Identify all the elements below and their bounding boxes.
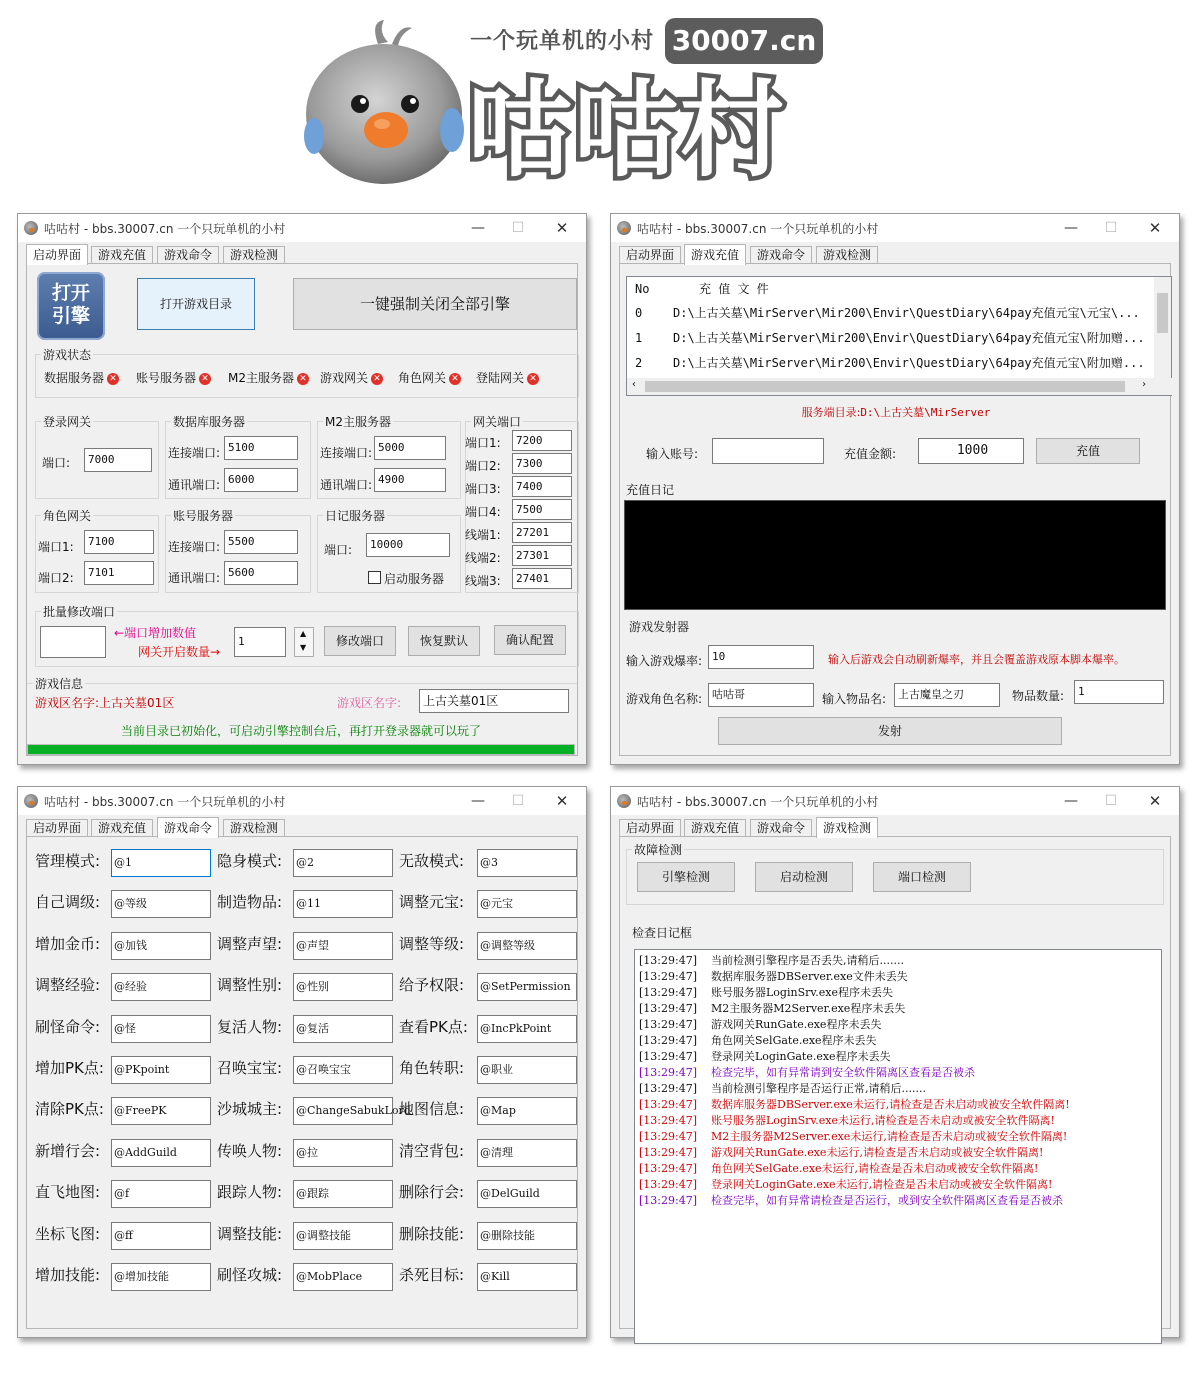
log-timestamp: [13:29:47]: [639, 1178, 697, 1191]
command-label: 清除PK点:: [35, 1100, 104, 1119]
command-label: 无敌模式:: [399, 852, 465, 870]
command-input[interactable]: @元宝: [477, 890, 577, 918]
game-info-title: 游戏信息: [35, 677, 84, 691]
gate-port-4-input[interactable]: 7500: [512, 499, 572, 520]
log-timestamp: [13:29:47]: [639, 1034, 697, 1047]
tab-commands[interactable]: 游戏命令: [750, 246, 812, 264]
app-bird-icon: [617, 221, 631, 235]
game-info-group: [27, 677, 577, 717]
check-log-group: [626, 926, 1164, 1329]
game-status-group: [35, 348, 579, 398]
item-qty-label: 物品数量:: [1012, 689, 1065, 703]
launch-window: [17, 213, 587, 765]
command-label: 调整声望:: [217, 934, 283, 953]
db-connect-label: 连接端口:: [168, 446, 221, 460]
gate-ports-group: [465, 415, 579, 593]
command-input[interactable]: @复活: [293, 1015, 393, 1043]
init-status-message: 当前目录已初始化，可启动引擎控制台后，再打开登录器就可以玩了: [120, 724, 481, 738]
send-button[interactable]: 发射: [718, 717, 1062, 745]
log-timestamp: [13:29:47]: [639, 970, 697, 983]
log-line: [639, 1017, 881, 1033]
minimize-button[interactable]: —: [1064, 220, 1078, 236]
window-title: 咕咕村 - bbs.30007.cn 一个只玩单机的小村: [44, 795, 286, 809]
check-log-title: 检查日记框: [632, 926, 693, 940]
log-text: 检查完毕，如有异常请检查是否运行，或到安全软件隔离区查看是否被杀: [711, 1194, 1063, 1207]
command-input[interactable]: @清理: [477, 1139, 577, 1167]
column-no[interactable]: No: [635, 282, 650, 296]
header-banner: [0, 0, 1200, 205]
account-input[interactable]: [712, 438, 824, 464]
command-input[interactable]: @怪: [111, 1015, 211, 1043]
command-label: 查看PK点:: [399, 1017, 468, 1036]
tab-recharge[interactable]: 游戏充值: [91, 819, 153, 837]
command-label: 清空背包:: [399, 1141, 465, 1160]
command-input[interactable]: @MobPlace: [293, 1263, 393, 1291]
command-input[interactable]: @性别: [293, 973, 393, 1001]
log-line: [639, 1081, 926, 1097]
command-label: 跟踪人物:: [217, 1183, 283, 1202]
command-label: 调整性别:: [217, 976, 283, 995]
status-m2-server: M2主服务器 ✕: [228, 369, 309, 386]
command-input[interactable]: @ChangeSabukLord: [293, 1097, 393, 1125]
command-input[interactable]: @PKpoint: [111, 1056, 211, 1084]
log-server-title: 日记服务器: [325, 509, 386, 523]
command-input[interactable]: @Map: [477, 1097, 577, 1125]
login-gate-group: [35, 415, 159, 499]
command-input[interactable]: @ff: [111, 1222, 211, 1250]
progress-fill: [28, 745, 574, 754]
log-timestamp: [13:29:47]: [639, 1050, 697, 1063]
log-text: 角色网关SelGate.exe未运行,请检查是否未启动或被安全软件隔离!: [711, 1162, 1039, 1175]
command-label: 召唤宝宝:: [217, 1059, 283, 1077]
line-port-3-input[interactable]: 27401: [512, 568, 572, 589]
log-timestamp: [13:29:47]: [639, 1162, 697, 1175]
start-server-label: 启动服务器: [384, 572, 445, 586]
log-server-port-label: 端口:: [324, 543, 353, 557]
recharge-page: [619, 263, 1171, 756]
db-comm-label: 通讯端口:: [168, 478, 221, 492]
log-text: 登录网关LoginGate.exe未运行,请检查是否未启动或被安全软件隔离!: [711, 1178, 1053, 1191]
command-label: 角色转职:: [399, 1059, 465, 1077]
minimize-button[interactable]: —: [471, 793, 485, 809]
command-input[interactable]: @调整技能: [293, 1222, 393, 1250]
tab-check[interactable]: 游戏检测: [816, 246, 878, 264]
account-connect-port-input[interactable]: 5500: [224, 530, 298, 554]
log-line: [639, 1161, 1038, 1177]
command-label: 传唤人物:: [217, 1141, 283, 1160]
tab-recharge[interactable]: 游戏充值: [684, 244, 746, 265]
role-port-2-input[interactable]: 7101: [84, 561, 154, 585]
drop-rate-hint: 输入后游戏会自动刷新爆率，并且会覆盖游戏原本脚本爆率。: [828, 653, 1125, 666]
db-connect-port-input[interactable]: 5100: [224, 436, 298, 460]
gate-port-2-input[interactable]: 7300: [512, 453, 572, 474]
gate-count-input[interactable]: 1: [234, 627, 286, 657]
log-text: 当前检测引擎程序是否运行正常,请稍后.......: [711, 1082, 926, 1095]
command-label: 管理模式:: [35, 852, 101, 870]
log-text: 游戏网关RunGate.exe未运行,请检查是否未启动或被安全软件隔离!: [711, 1146, 1044, 1159]
tab-launch[interactable]: 启动界面: [26, 819, 88, 837]
port-increment-input[interactable]: [40, 626, 106, 658]
log-server-group: [317, 509, 461, 593]
maximize-button[interactable]: ☐: [1104, 220, 1118, 236]
game-launcher-title: 游戏发射器: [629, 620, 690, 634]
log-text: 游戏网关RunGate.exe程序未丢失: [711, 1018, 882, 1031]
command-input[interactable]: @召唤宝宝: [293, 1056, 393, 1084]
log-line: [639, 1177, 1052, 1193]
log-timestamp: [13:29:47]: [639, 1098, 697, 1111]
progress-bar: [27, 744, 575, 755]
column-file[interactable]: 充 值 文 件: [699, 282, 769, 296]
command-input[interactable]: @拉: [293, 1139, 393, 1167]
close-button[interactable]: ✕: [1148, 219, 1162, 237]
gate-ports-title: 网关端口: [473, 415, 522, 429]
server-dir-display: 服务端目录:D:\上古关墓\MirServer: [801, 406, 991, 419]
login-gate-port-label: 端口:: [42, 456, 71, 470]
command-label: 复活人物:: [217, 1017, 283, 1036]
log-timestamp: [13:29:47]: [639, 954, 697, 967]
account-server-title: 账号服务器: [173, 509, 234, 523]
tab-commands[interactable]: 游戏命令: [750, 819, 812, 837]
m2-connect-label: 连接端口:: [320, 446, 373, 460]
status-game-gate: 游戏网关 ✕: [320, 369, 383, 386]
confirm-config-button[interactable]: 确认配置: [494, 625, 566, 655]
db-server-title: 数据库服务器: [173, 415, 246, 429]
log-line: [639, 1097, 1070, 1113]
tab-launch[interactable]: 启动界面: [619, 246, 681, 264]
tab-launch[interactable]: 启动界面: [26, 244, 88, 265]
app-bird-icon: [617, 794, 631, 808]
command-label: 新增行会:: [35, 1141, 101, 1160]
spin-up-icon[interactable]: ▲: [300, 629, 307, 638]
log-timestamp: [13:29:47]: [639, 1146, 697, 1159]
command-label: 沙城城主:: [217, 1100, 283, 1119]
error-x-icon: ✕: [449, 373, 461, 385]
command-input[interactable]: @等级: [111, 890, 211, 918]
error-x-icon: ✕: [107, 373, 119, 385]
modify-port-button[interactable]: 修改端口: [324, 626, 396, 656]
gate-port-3-label: 端口3:: [465, 482, 501, 496]
log-text: 数据库服务器DBServer.exe未运行,请检查是否未启动或被安全软件隔离!: [711, 1098, 1070, 1111]
gate-port-1-label: 端口1:: [465, 436, 501, 450]
close-button[interactable]: ✕: [1148, 792, 1162, 810]
log-line: [639, 953, 904, 969]
line-port-3-label: 线端3:: [465, 574, 501, 588]
log-line: [639, 985, 893, 1001]
log-text: 当前检测引擎程序是否丢失,请稍后.......: [711, 954, 904, 967]
role-port-2-label: 端口2:: [38, 571, 74, 585]
fault-check-group: [626, 843, 1164, 905]
mascot-bird-logo: [300, 18, 468, 186]
m2-connect-port-input[interactable]: 5000: [374, 436, 446, 460]
m2-server-title: M2主服务器: [325, 415, 391, 429]
login-gate-title: 登录网关: [43, 415, 92, 429]
line-port-2-label: 线端2:: [465, 551, 501, 565]
command-label: 给予权限:: [399, 976, 465, 995]
log-timestamp: [13:29:47]: [639, 1194, 697, 1207]
tab-commands[interactable]: 游戏命令: [157, 817, 219, 838]
amount-label: 充值金额:: [844, 447, 897, 461]
db-server-group: [165, 415, 311, 499]
increment-hint: ←端口增加数值: [114, 626, 197, 640]
close-button[interactable]: ✕: [555, 792, 569, 810]
role-port-1-input[interactable]: 7100: [84, 530, 154, 554]
maximize-button[interactable]: ☐: [511, 793, 525, 809]
zone-name-display: 游戏区名字:上古关墓01区: [35, 696, 175, 710]
command-input[interactable]: @删除技能: [477, 1222, 577, 1250]
log-text: 账号服务器LoginSrv.exe未运行,请检查是否未启动或被安全软件隔离!: [711, 1114, 1055, 1127]
command-label: 杀死目标:: [399, 1266, 465, 1284]
recharge-file-list[interactable]: No 充 值 文 件 0 D:\上古关墓\MirServer\Mir200\Envir\QuestDiary\64pay充值元宝\元宝\... 1 D:\上古关墓\MirServer\Mir200\Envir\QuestDiary\64pay充值元宝\附加赠... 2 D:\上古关墓\MirServer\Mir200\Envir\QuestDiary\64pay充值元宝\附加赠... ‹ ›: [626, 276, 1172, 396]
command-label: 删除技能:: [399, 1224, 465, 1243]
command-input[interactable]: @Kill: [477, 1263, 577, 1291]
log-text: M2主服务器M2Server.exe未运行,请检查是否未启动或被安全软件隔离!: [711, 1130, 1068, 1143]
command-label: 增加技能:: [35, 1266, 101, 1284]
command-input[interactable]: @跟踪: [293, 1180, 393, 1208]
gate-port-1-input[interactable]: 7200: [512, 430, 572, 451]
title-bar[interactable]: [18, 214, 586, 242]
account-connect-label: 连接端口:: [168, 540, 221, 554]
log-text: 数据库服务器DBServer.exe文件未丢失: [711, 970, 908, 983]
recharge-log-console[interactable]: [624, 500, 1166, 610]
status-db-server: 数据服务器 ✕: [44, 369, 119, 386]
command-input[interactable]: @IncPkPoint: [477, 1015, 577, 1043]
log-line: [639, 1113, 1055, 1129]
status-account-server: 账号服务器 ✕: [136, 369, 211, 386]
tab-recharge[interactable]: 游戏充值: [91, 246, 153, 264]
log-server-port-input[interactable]: 10000: [366, 533, 450, 557]
log-line: [639, 1049, 891, 1065]
command-label: 刷怪攻城:: [217, 1266, 283, 1284]
log-line: [639, 1129, 1067, 1145]
role-name-label: 游戏角色名称:: [626, 692, 703, 706]
error-x-icon: ✕: [199, 373, 211, 385]
log-text: 检查完毕，如有异常请到安全软件隔离区查看是否被杀: [711, 1066, 975, 1079]
spin-down-icon[interactable]: ▼: [300, 643, 307, 652]
brand-name: 咕咕村: [468, 69, 787, 191]
force-close-all-button[interactable]: 一键强制关闭全部引擎: [293, 278, 577, 330]
m2-comm-port-input[interactable]: 4900: [374, 468, 446, 492]
game-status-label: 游戏状态: [43, 348, 92, 362]
log-timestamp: [13:29:47]: [639, 1066, 697, 1079]
command-input[interactable]: @2: [293, 849, 393, 877]
log-text: 角色网关SelGate.exe程序未丢失: [711, 1034, 877, 1047]
log-line: [639, 1001, 905, 1017]
commands-window: [17, 786, 587, 1338]
horizontal-scrollbar[interactable]: [627, 378, 1173, 395]
recharge-log-title: 充值日记: [626, 483, 675, 497]
command-input[interactable]: @增加技能: [111, 1263, 211, 1291]
port-check-button[interactable]: 端口检测: [873, 862, 971, 892]
tab-launch[interactable]: 启动界面: [619, 819, 681, 837]
command-input[interactable]: @SetPermission: [477, 973, 577, 1001]
command-input[interactable]: @加钱: [111, 932, 211, 960]
command-input[interactable]: @FreePK: [111, 1097, 211, 1125]
command-label: 自己调级:: [35, 893, 101, 912]
minimize-button[interactable]: —: [1064, 793, 1078, 809]
log-timestamp: [13:29:47]: [639, 1130, 697, 1143]
log-timestamp: [13:29:47]: [639, 986, 697, 999]
log-text: 登录网关LoginGate.exe程序未丢失: [711, 1050, 891, 1063]
log-timestamp: [13:29:47]: [639, 1082, 697, 1095]
command-label: 调整经验:: [35, 976, 101, 995]
log-line: [639, 1065, 975, 1081]
command-label: 坐标飞图:: [35, 1224, 101, 1243]
restore-default-button[interactable]: 恢复默认: [408, 626, 480, 656]
log-line: [639, 1145, 1043, 1161]
tab-recharge[interactable]: 游戏充值: [684, 819, 746, 837]
line-port-1-input[interactable]: 27201: [512, 522, 572, 543]
fault-check-title: 故障检测: [634, 843, 683, 857]
log-text: M2主服务器M2Server.exe程序未丢失: [711, 1002, 906, 1015]
game-launcher-group: [622, 620, 1170, 741]
window-title: 咕咕村 - bbs.30007.cn 一个只玩单机的小村: [637, 222, 879, 236]
command-input[interactable]: @1: [111, 849, 211, 877]
gate-port-3-input[interactable]: 7400: [512, 476, 572, 497]
app-bird-icon: [24, 794, 38, 808]
command-label: 刷怪命令:: [35, 1017, 101, 1036]
recharge-log-group: [620, 483, 1172, 614]
open-game-dir-button[interactable]: 打开游戏目录: [137, 278, 255, 330]
command-label: 直飞地图:: [35, 1183, 101, 1202]
command-input[interactable]: @3: [477, 849, 577, 877]
command-input[interactable]: @f: [111, 1180, 211, 1208]
command-input[interactable]: @调整等级: [477, 932, 577, 960]
role-name-input[interactable]: 咕咕哥: [708, 683, 814, 707]
scroll-thumb[interactable]: [1157, 293, 1168, 333]
account-label: 输入账号:: [646, 447, 699, 461]
account-comm-label: 通讯端口:: [168, 571, 221, 585]
app-bird-icon: [24, 221, 38, 235]
command-label: 调整元宝:: [399, 893, 465, 912]
tab-check[interactable]: 游戏检测: [223, 819, 285, 837]
role-port-1-label: 端口1:: [38, 540, 74, 554]
batch-modify-title: 批量修改端口: [43, 605, 116, 619]
window-title: 咕咕村 - bbs.30007.cn 一个只玩单机的小村: [637, 795, 879, 809]
command-input[interactable]: @11: [293, 890, 393, 918]
drop-rate-input[interactable]: 10: [708, 645, 814, 669]
domain-badge: 30007.cn: [665, 18, 823, 64]
role-gate-group: [35, 509, 159, 593]
recharge-window: [610, 213, 1180, 765]
check-log-box[interactable]: [634, 949, 1162, 1344]
start-server-checkbox[interactable]: [368, 571, 381, 584]
command-input[interactable]: @职业: [477, 1056, 577, 1084]
startup-check-button[interactable]: 启动检测: [755, 862, 853, 892]
command-label: 删除行会:: [399, 1183, 465, 1202]
tab-check[interactable]: 游戏检测: [223, 246, 285, 264]
check-window: [610, 786, 1180, 1338]
error-x-icon: ✕: [527, 373, 539, 385]
maximize-button[interactable]: ☐: [511, 220, 525, 236]
drop-rate-label: 输入游戏爆率:: [626, 654, 703, 668]
engine-check-button[interactable]: 引擎检测: [637, 862, 735, 892]
log-timestamp: [13:29:47]: [639, 1114, 697, 1127]
command-input[interactable]: @AddGuild: [111, 1139, 211, 1167]
open-engine-icon[interactable]: 打开 引擎: [37, 272, 105, 340]
batch-modify-group: [35, 605, 579, 667]
status-role-gate: 角色网关 ✕: [398, 369, 461, 386]
command-label: 调整等级:: [399, 934, 465, 953]
launch-page: [26, 263, 578, 756]
error-x-icon: ✕: [371, 373, 383, 385]
commands-page: [26, 836, 578, 1329]
command-label: 调整技能:: [217, 1224, 283, 1243]
check-page: [619, 836, 1171, 1329]
log-line: [639, 969, 908, 985]
m2-comm-label: 通讯端口:: [320, 478, 373, 492]
zone-name-input[interactable]: 上古关墓01区: [419, 689, 569, 713]
gate-port-4-label: 端口4:: [465, 505, 501, 519]
scroll-left-icon[interactable]: ‹: [631, 379, 638, 390]
tab-check[interactable]: 游戏检测: [816, 817, 878, 838]
log-line: [639, 1033, 877, 1049]
command-label: 隐身模式:: [217, 852, 283, 870]
vertical-scrollbar[interactable]: [1154, 277, 1171, 381]
log-line: [639, 1193, 1063, 1209]
title-bar[interactable]: [611, 214, 1179, 242]
scroll-thumb[interactable]: [645, 381, 1125, 392]
log-timestamp: [13:29:47]: [639, 1018, 697, 1031]
scroll-right-icon[interactable]: ›: [1140, 379, 1147, 390]
window-title: 咕咕村 - bbs.30007.cn 一个只玩单机的小村: [44, 222, 286, 236]
m2-server-group: [317, 415, 461, 499]
log-timestamp: [13:29:47]: [639, 1002, 697, 1015]
gate-port-2-label: 端口2:: [465, 459, 501, 473]
gate-count-spinner[interactable]: [294, 627, 314, 657]
item-qty-input[interactable]: 1: [1074, 680, 1164, 704]
command-label: 地图信息:: [399, 1100, 465, 1119]
status-login-gate: 登陆网关 ✕: [476, 369, 539, 386]
item-name-label: 输入物品名:: [822, 692, 887, 706]
command-label: 增加金币:: [35, 934, 101, 953]
item-name-input[interactable]: 上古魔皇之刃: [894, 683, 1000, 707]
command-label: 制造物品:: [217, 893, 283, 912]
role-gate-title: 角色网关: [43, 509, 92, 523]
line-port-2-input[interactable]: 27301: [512, 545, 572, 566]
title-bar[interactable]: [18, 787, 586, 815]
tab-commands[interactable]: 游戏命令: [157, 246, 219, 264]
minimize-button[interactable]: —: [471, 220, 485, 236]
title-bar[interactable]: [611, 787, 1179, 815]
command-input[interactable]: @声望: [293, 932, 393, 960]
log-text: 账号服务器LoginSrv.exe程序未丢失: [711, 986, 893, 999]
close-button[interactable]: ✕: [555, 219, 569, 237]
site-tagline: 一个玩单机的小村: [470, 29, 655, 54]
recharge-button[interactable]: 充值: [1036, 438, 1140, 464]
zone-name-label: 游戏区名字:: [337, 696, 402, 710]
amount-input[interactable]: 1000: [918, 438, 1024, 464]
gate-count-hint: 网关开启数量→: [138, 645, 221, 659]
line-port-1-label: 线端1:: [465, 528, 501, 542]
login-gate-port-input[interactable]: 7000: [84, 448, 152, 472]
db-comm-port-input[interactable]: 6000: [224, 468, 298, 492]
maximize-button[interactable]: ☐: [1104, 793, 1118, 809]
command-label: 增加PK点:: [35, 1059, 104, 1077]
account-comm-port-input[interactable]: 5600: [224, 561, 298, 585]
command-input[interactable]: @DelGuild: [477, 1180, 577, 1208]
account-server-group: [165, 509, 311, 593]
command-input[interactable]: @经验: [111, 973, 211, 1001]
error-x-icon: ✕: [297, 373, 309, 385]
